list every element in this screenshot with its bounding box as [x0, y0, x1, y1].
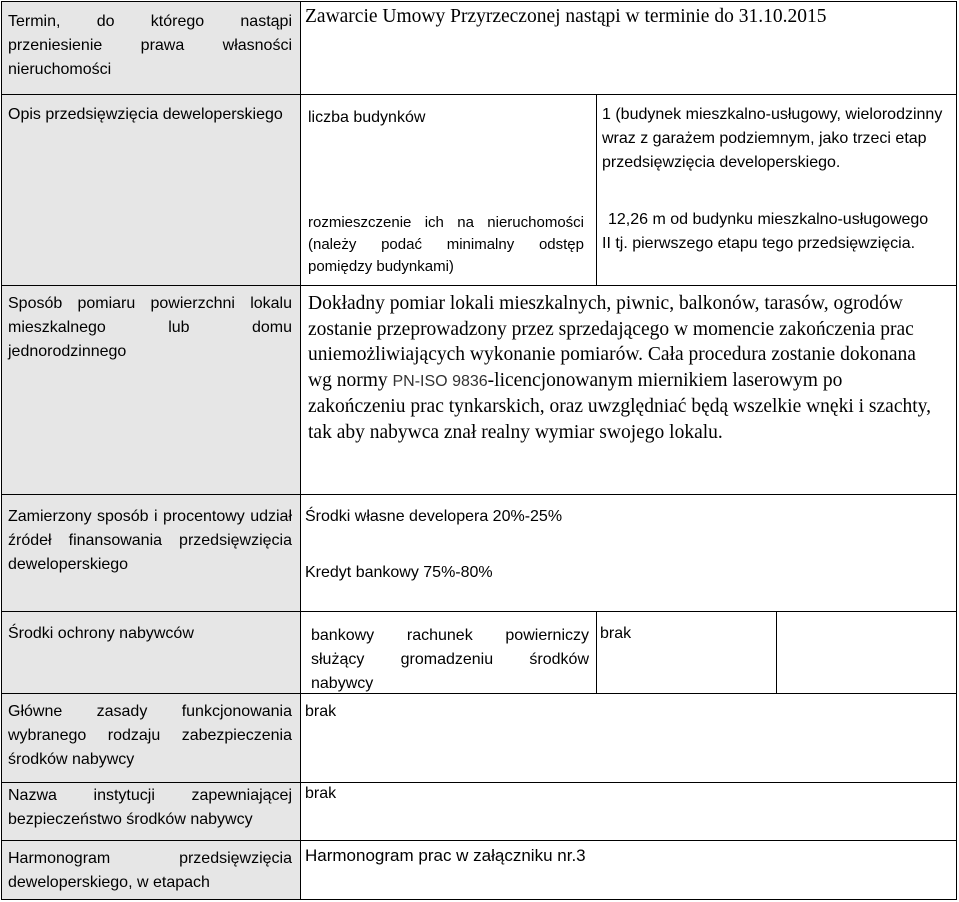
pomiar-value	[308, 291, 938, 445]
finansowanie-value-1: Środki własne developera 20%-25%	[305, 508, 563, 525]
termin-label: Termin, do którego nastąpi przeniesienie prawa własności nieruchomości	[8, 13, 292, 78]
rozmieszczenie-label: rozmieszczenie ich na nieruchomości (należy podać minimalny odstęp pomiędzy budynkami)	[308, 214, 584, 275]
rozmieszczenie-value: 12,26 m od budynku mieszkalno-usługowego II tj. pierwszego etapu tego przedsięwzięcia.	[602, 211, 929, 252]
harmonogram-label: Harmonogram przedsięwzięcia deweloperskiego, w etapach	[8, 850, 292, 891]
row-divider	[2, 94, 956, 95]
liczba-budynkow-value: 1 (budynek mieszkalno-usługowy, wielorodzinny wraz z garażem podziemnym, jako trzeci etap przedsięwzięcia developerskiego.	[602, 106, 943, 171]
row-divider	[2, 285, 956, 286]
zasady-value: brak	[305, 703, 337, 720]
instytucja-value: brak	[305, 785, 337, 802]
ochrona-label: Środki ochrony nabywców	[8, 625, 194, 642]
row-divider	[2, 494, 956, 495]
finansowanie-label: Zamierzony sposób i procentowy udział źródeł finansowania przedsięwzięcia deweloperskiego	[8, 508, 292, 573]
pomiar-text-part1: Dokładny pomiar lokali mieszkalnych, piwnic, balkonów, tarasów, ogrodów zostanie przeprowadzony przez sprzedającego w momencie zakończenia prac uniemożliwiających wykonanie pomiarów. Cała procedura zostanie dokonana wg normy	[308, 293, 916, 391]
zasady-label: Główne zasady funkcjonowania wybranego rodzaju zabezpieczenia środków nabywcy	[8, 703, 292, 768]
termin-value: Zawarcie Umowy Przyrzeczonej nastąpi w terminie do 31.10.2015	[305, 6, 827, 27]
column-divider	[596, 94, 597, 285]
developer-info-table	[1, 1, 957, 900]
harmonogram-value: Harmonogram prac w załączniku nr.3	[305, 846, 586, 865]
ochrona-value-1: bankowy rachunek powierniczy służący gromadzeniu środków nabywcy	[311, 627, 589, 692]
row-divider	[2, 840, 956, 841]
pomiar-label: Sposób pomiaru powierzchni lokalu mieszkalnego lub domu jednorodzinnego	[8, 295, 292, 360]
column-divider	[776, 611, 777, 693]
opis-label: Opis przedsięwzięcia deweloperskiego	[8, 106, 283, 123]
instytucja-label: Nazwa instytucji zapewniającej bezpieczeństwo środków nabywcy	[8, 787, 292, 828]
finansowanie-value-2: Kredyt bankowy 75%-80%	[305, 564, 493, 581]
pomiar-norm: PN-ISO 9836	[392, 372, 488, 390]
pomiar-text-part2: -licencjonowanym miernikiem laserowym po zakończeniu prac tynkarskich, oraz uwzględniać będą wszelkie wnęki i szachty, tak aby nabywca znał realny wymiar swojego lokalu.	[308, 369, 932, 443]
ochrona-value-2: brak	[600, 625, 632, 642]
column-divider	[596, 611, 597, 693]
liczba-budynkow-label: liczba budynków	[308, 109, 426, 126]
row-divider	[2, 611, 956, 612]
